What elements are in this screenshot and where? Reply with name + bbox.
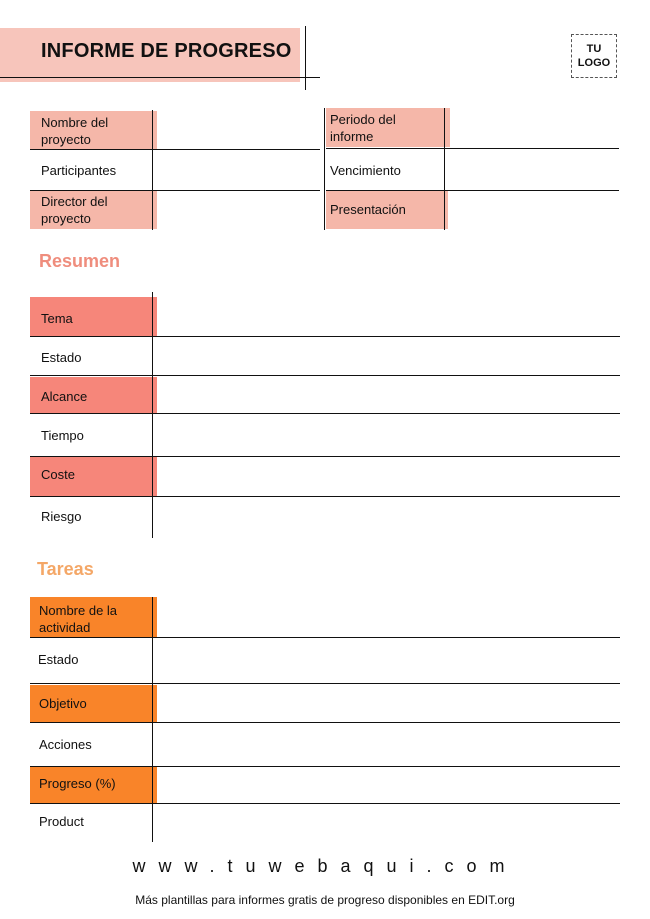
page-title: INFORME DE PROGRESO (41, 40, 292, 62)
status-label: Estado (41, 350, 82, 365)
summary-row-line (30, 375, 620, 376)
project-column-line (324, 108, 325, 230)
logo-line-1: TU (586, 43, 602, 55)
footer-note: Más plantillas para informes gratis de progreso disponibles en EDIT.org (135, 893, 515, 907)
due-date-label: Vencimiento (330, 163, 401, 178)
tasks-row-line (30, 637, 620, 638)
actions-label: Acciones (39, 737, 92, 752)
tasks-row-line (30, 722, 620, 723)
project-row-line (326, 190, 619, 191)
topic-label: Tema (41, 311, 73, 326)
project-row-line (326, 148, 619, 149)
presentation-label: Presentación (330, 202, 406, 217)
project-row-line (30, 149, 320, 150)
project-name-label: Nombre del proyecto (41, 115, 109, 147)
summary-row-line (30, 456, 620, 457)
objective-label: Objetivo (39, 696, 87, 711)
tasks-row-line (30, 683, 620, 684)
time-label: Tiempo (41, 428, 84, 443)
logo-placeholder (571, 34, 617, 78)
participants-label: Participantes (41, 163, 117, 178)
tasks-row-line (30, 803, 620, 804)
scope-label: Alcance (41, 389, 88, 404)
summary-title: Resumen (39, 251, 121, 271)
activity-name-label: Nombre de la actividad (39, 603, 118, 635)
risk-label: Riesgo (41, 509, 82, 524)
report-period-label: Periodo del informe (330, 112, 396, 144)
summary-column-line (152, 292, 153, 538)
tasks-title: Tareas (37, 559, 94, 579)
project-director-label: Director del proyecto (41, 194, 108, 226)
task-status-label: Estado (38, 652, 79, 667)
website-url: www.tuwebaqui.com (132, 856, 518, 876)
summary-row-line (30, 496, 620, 497)
project-row-line (30, 190, 320, 191)
tasks-row-line (30, 766, 620, 767)
tasks-column-line (152, 597, 153, 842)
cost-label: Coste (41, 467, 75, 482)
title-divider-horizontal (0, 77, 320, 78)
project-column-line (444, 108, 445, 230)
product-label: Product (39, 814, 84, 829)
summary-row-line (30, 413, 620, 414)
summary-row-line (30, 336, 620, 337)
project-column-line (152, 110, 153, 230)
title-divider-vertical (305, 26, 306, 90)
logo-line-2: LOGO (577, 57, 611, 69)
progress-label: Progreso (%) (39, 776, 116, 791)
